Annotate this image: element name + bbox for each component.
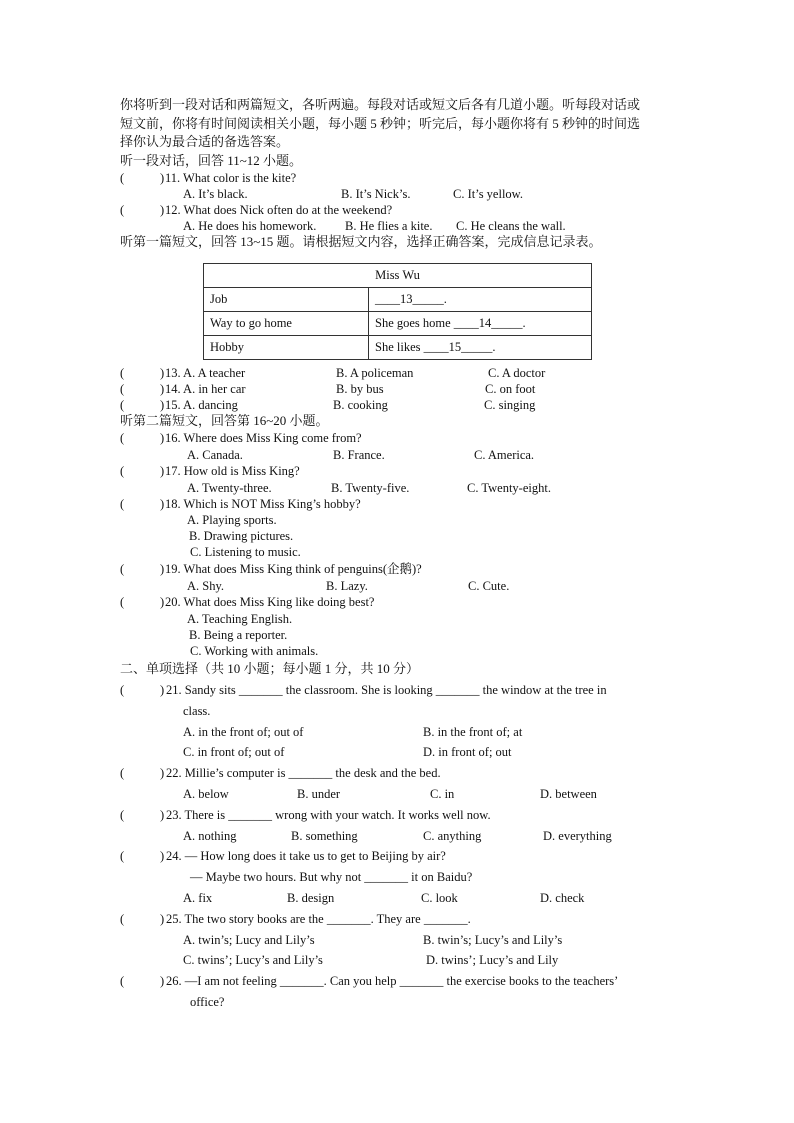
answer-paren-open: ( [120, 808, 125, 822]
q25-option-d: D. twins’; Lucy’s and Lily [426, 953, 559, 967]
table-blank-14: She goes home ____14_____. [369, 312, 592, 336]
q24-option-a: A. fix [183, 891, 213, 905]
q23-stem: 23. There is _______ wrong with your watch. It works well now. [166, 808, 491, 822]
table-title: Miss Wu [204, 264, 592, 288]
answer-paren-open: ( [120, 849, 125, 863]
answer-paren-open: ( [120, 366, 125, 380]
q22-stem: 22. Millie’s computer is _______ the desk and the bed. [166, 766, 441, 780]
q16-stem: 16. Where does Miss King come from? [165, 431, 362, 445]
answer-paren-close: ) [160, 497, 165, 511]
answer-paren-close: ) [160, 366, 165, 380]
answer-paren-close: ) [160, 562, 165, 576]
q22-option-b: B. under [297, 787, 341, 801]
q20-option-c: C. Working with animals. [190, 644, 319, 658]
q19-option-a: A. Shy. [187, 579, 225, 593]
answer-paren-close: ) [160, 912, 165, 926]
answer-paren-close: ) [160, 595, 165, 609]
q22-option-d: D. between [540, 787, 597, 801]
q12-stem: 12. What does Nick often do at the weekend? [165, 203, 393, 217]
q18-option-b: B. Drawing pictures. [189, 529, 294, 543]
q12-option-b: B. He flies a kite. [345, 219, 433, 233]
q13-option-b: B. A policeman [336, 366, 414, 380]
intro-line-1: 你将听到一段对话和两篇短文，各听两遍。每段对话或短文后各有几道小题。听每段对话或 [120, 97, 641, 112]
q17-stem: 17. How old is Miss King? [165, 464, 300, 478]
info-record-table [203, 263, 592, 360]
q19-option-b: B. Lazy. [326, 579, 368, 593]
q23-option-a: A. nothing [183, 829, 237, 843]
q13-option-c: C. A doctor [488, 366, 546, 380]
q19-option-c: C. Cute. [468, 579, 510, 593]
q25-option-c: C. twins’; Lucy’s and Lily’s [183, 953, 323, 967]
q17-option-c: C. Twenty-eight. [467, 481, 551, 495]
answer-paren-close: ) [160, 464, 165, 478]
answer-paren-open: ( [120, 766, 125, 780]
section-single-choice-heading: 二、单项选择（共 10 小题；每小题 1 分，共 10 分） [120, 661, 420, 676]
answer-paren-open: ( [120, 974, 125, 988]
q26-stem-continued: office? [190, 995, 225, 1009]
q20-option-b: B. Being a reporter. [189, 628, 288, 642]
q24-option-b: B. design [287, 891, 335, 905]
q18-stem: 18. Which is NOT Miss King’s hobby? [165, 497, 361, 511]
answer-paren-close: ) [160, 398, 165, 412]
q25-option-a: A. twin’s; Lucy and Lily’s [183, 933, 315, 947]
q20-option-a: A. Teaching English. [187, 612, 293, 626]
q25-option-b: B. twin’s; Lucy’s and Lily’s [423, 933, 563, 947]
section-dialog-heading: 听一段对话，回答 11~12 小题。 [120, 153, 303, 168]
q24-option-c: C. look [421, 891, 458, 905]
q24-option-d: D. check [540, 891, 585, 905]
answer-paren-close: ) [160, 849, 165, 863]
q17-option-b: B. Twenty-five. [331, 481, 410, 495]
section-passage2-heading: 听第二篇短文，回答第 16~20 小题。 [120, 413, 329, 428]
answer-paren-close: ) [160, 431, 165, 445]
q18-option-a: A. Playing sports. [187, 513, 277, 527]
q15-option-b: B. cooking [333, 398, 388, 412]
q21-option-c: C. in front of; out of [183, 745, 285, 759]
q11-option-c: C. It’s yellow. [453, 187, 524, 201]
answer-paren-open: ( [120, 203, 125, 217]
q11-option-b: B. It’s Nick’s. [341, 187, 411, 201]
q24-stem: 24. — How long does it take us to get to Beijing by air? [166, 849, 446, 863]
answer-paren-open: ( [120, 431, 125, 445]
q16-option-b: B. France. [333, 448, 385, 462]
intro-line-2: 短文前，你将有时间阅读相关小题，每小题 5 秒钟；听完后，每小题你将有 5 秒钟的时间选 [120, 116, 641, 131]
answer-paren-open: ( [120, 171, 125, 185]
answer-paren-close: ) [160, 171, 165, 185]
q21-option-b: B. in the front of; at [423, 725, 523, 739]
q17-option-a: A. Twenty-three. [187, 481, 272, 495]
q11-stem: 11. What color is the kite? [165, 171, 297, 185]
table-label-way-home: Way to go home [204, 312, 369, 336]
q11-option-a: A. It’s black. [183, 187, 248, 201]
q21-option-a: A. in the front of; out of [183, 725, 304, 739]
q13-stem: 13. A. A teacher [165, 366, 246, 380]
section-passage1-heading: 听第一篇短文，回答 13~15 题。请根据短文内容，选择正确答案，完成信息记录表。 [120, 234, 602, 249]
answer-paren-close: ) [160, 974, 165, 988]
q16-option-c: C. America. [474, 448, 535, 462]
table-blank-15: She likes ____15_____. [369, 336, 592, 360]
q15-stem: 15. A. dancing [165, 398, 238, 412]
q22-option-c: C. in [430, 787, 455, 801]
answer-paren-close: ) [160, 382, 165, 396]
table-label-hobby: Hobby [204, 336, 369, 360]
q14-stem: 14. A. in her car [165, 382, 246, 396]
answer-paren-open: ( [120, 464, 125, 478]
q21-stem: 21. Sandy sits _______ the classroom. She is looking _______ the window at the tree in [166, 683, 607, 697]
q12-option-c: C. He cleans the wall. [456, 219, 566, 233]
answer-paren-open: ( [120, 497, 125, 511]
answer-paren-open: ( [120, 912, 125, 926]
q22-option-a: A. below [183, 787, 229, 801]
q26-stem: 26. —I am not feeling _______. Can you help _______ the exercise books to the teachers’ [166, 974, 619, 988]
intro-line-3: 择你认为最合适的备选答案。 [120, 134, 290, 149]
answer-paren-close: ) [160, 808, 165, 822]
q25-stem: 25. The two story books are the _______. They are _______. [166, 912, 471, 926]
q14-option-b: B. by bus [336, 382, 384, 396]
q23-option-d: D. everything [543, 829, 612, 843]
q19-stem: 19. What does Miss King think of penguins(企鹅)? [165, 562, 422, 576]
q16-option-a: A. Canada. [187, 448, 243, 462]
q23-option-c: C. anything [423, 829, 482, 843]
answer-paren-open: ( [120, 398, 125, 412]
answer-paren-close: ) [160, 766, 165, 780]
q15-option-c: C. singing [484, 398, 536, 412]
q20-stem: 20. What does Miss King like doing best? [165, 595, 375, 609]
answer-paren-open: ( [120, 595, 125, 609]
answer-paren-open: ( [120, 382, 125, 396]
q14-option-c: C. on foot [485, 382, 536, 396]
q18-option-c: C. Listening to music. [190, 545, 301, 559]
q21-option-d: D. in front of; out [423, 745, 512, 759]
q23-option-b: B. something [291, 829, 358, 843]
q21-stem-continued: class. [183, 704, 211, 718]
answer-paren-close: ) [160, 203, 165, 217]
q24-stem-continued: — Maybe two hours. But why not _______ it on Baidu? [190, 870, 473, 884]
table-blank-13: ____13_____. [369, 288, 592, 312]
table-label-job: Job [204, 288, 369, 312]
answer-paren-open: ( [120, 562, 125, 576]
answer-paren-open: ( [120, 683, 125, 697]
q12-option-a: A. He does his homework. [183, 219, 317, 233]
answer-paren-close: ) [160, 683, 165, 697]
